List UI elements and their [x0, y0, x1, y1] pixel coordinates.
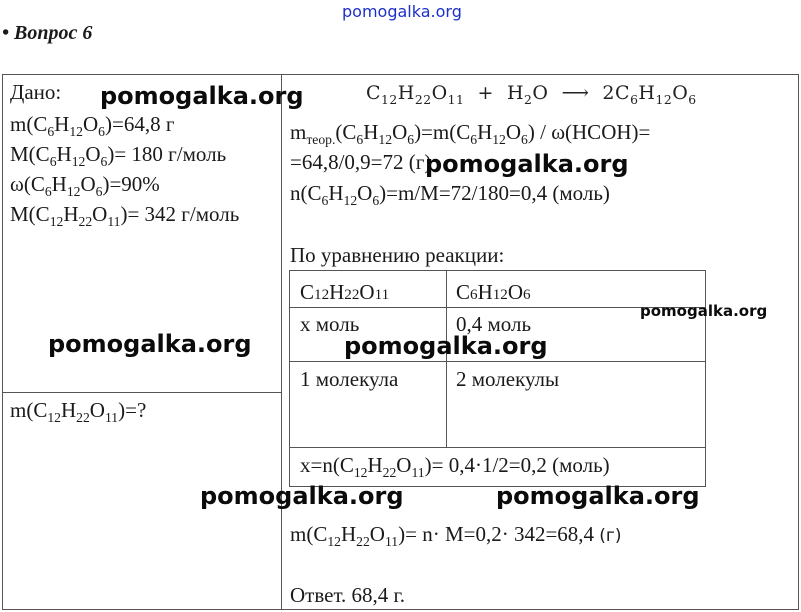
frame-divider [281, 74, 282, 610]
table-header-glucose: C6H12O6 [456, 280, 531, 304]
watermark-top: pomogalka.org [342, 2, 462, 21]
given-line-molar-mass: $M(C_6H_{12}O_6)= 180$ г/моль [10, 142, 227, 170]
find-line: $m(C_{12}H_{22}O_{11})=$? [10, 398, 147, 426]
reaction-label: По уравнению реакции: [290, 243, 505, 267]
watermark-3: pomogalka.org [640, 302, 768, 320]
watermark-4: pomogalka.org [48, 330, 252, 358]
frame-left [2, 74, 3, 610]
table-cell-one-molecule: 1 молекула [300, 367, 399, 391]
given-line-mass: $m(C_6H_{12}O_6)=64,8$ г [10, 112, 175, 140]
watermark-6: pomogalka.org [200, 482, 404, 510]
table-row-line-3 [289, 447, 705, 448]
watermark-2: pomogalka.org [425, 150, 629, 178]
table-cell-two-molecules: 2 молекулы [456, 367, 560, 391]
table-row-line-2 [289, 361, 705, 362]
given-line-sucrose-molar-mass: $M(C_{12}H_{22}O_{11})= 342$ г/моль [10, 202, 240, 230]
moles-line: $n(C_6H_{12}O_6)=m/M=72/180=0,4$ (моль) [290, 181, 610, 209]
frame-bottom [2, 609, 799, 610]
frame-top [2, 74, 799, 75]
question-heading: • Вопрос 6 [2, 22, 93, 44]
answer-line: Ответ. 68,4 г. [290, 583, 406, 607]
given-line-fraction: $\omega(C_6H_{12}O_6)=90\%$ [10, 172, 160, 200]
theoretical-mass-line: $m_{теор.}(C_6H_{12}O_6)=m(C_6H_{12}O_6)$ / ω(HCOH)= [290, 120, 651, 148]
watermark-5: pomogalka.org [344, 332, 548, 360]
theoretical-mass-result: =64,8/0,9=72 (г) [290, 150, 432, 174]
reaction-equation: $C_{12}H_{22}O_{11} + H_2O$ ⟶ $2C_6H_{12}O_6$ [366, 82, 697, 107]
watermark-7: pomogalka.org [496, 482, 700, 510]
table-cell-x-moles: x моль [300, 312, 360, 336]
watermark-1: pomogalka.org [100, 82, 304, 110]
table-cell-glucose-moles: 0,4 моль [456, 312, 532, 336]
given-label: Дано: [10, 80, 62, 104]
table-header-sucrose: C12H22O11 [300, 280, 390, 304]
sucrose-mass-line: $m(C_{12}H_{22}O_{11})= n\cdot M=0,2\cdot 342=68,4$ (г) [290, 522, 622, 550]
given-find-divider [2, 392, 281, 393]
table-top [289, 270, 705, 271]
frame-right [798, 74, 799, 610]
table-calc-row: $x=n(C_{12}H_{22}O_{11})= 0,4\cdot 1/2=0,2$ (моль) [300, 453, 610, 481]
table-left [289, 270, 290, 487]
